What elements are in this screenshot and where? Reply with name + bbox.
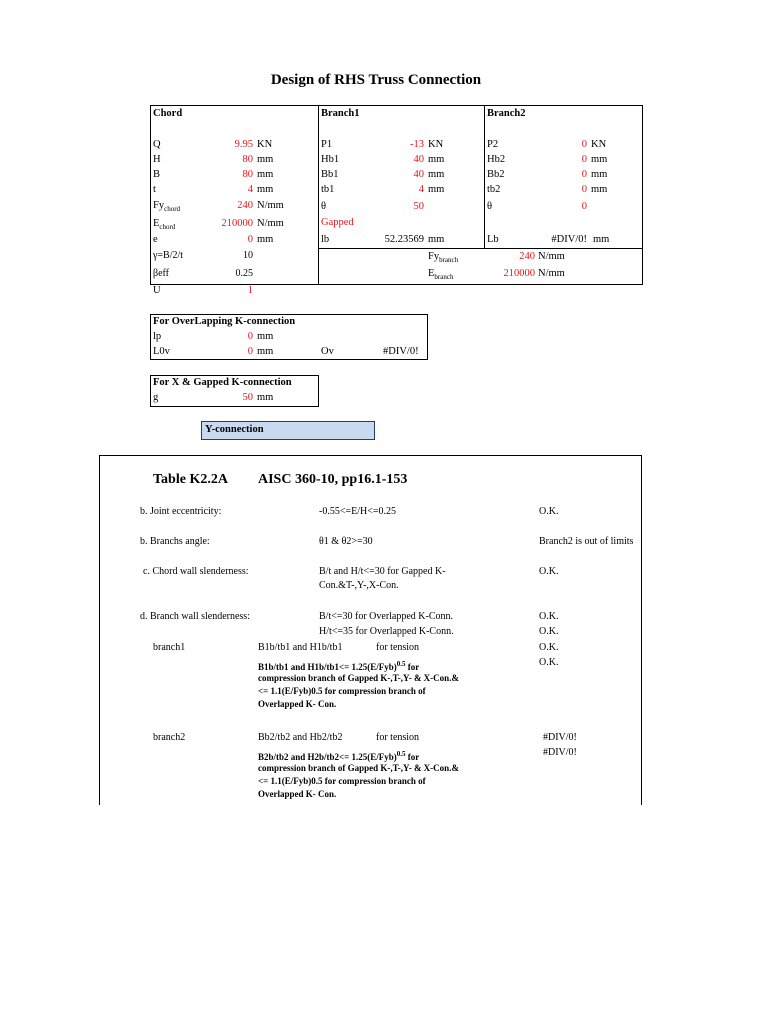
branch2-tb2-value: 0 — [581, 184, 587, 195]
chord-b-label: B — [153, 169, 161, 180]
branch1-gapped-label: Gapped — [321, 217, 354, 228]
branch2-comp-line-4: Overlapped K- Con. — [258, 789, 337, 799]
branch2-theta-value: 0 — [581, 201, 587, 212]
chord-b-value: 80 — [242, 169, 253, 180]
beta-eff-label: βeff — [153, 268, 170, 279]
branch1-comp-line-1: B1b/tb1 and $H1b/tb1<= 1.25(E/Fyb)^{0.5}$ for — [258, 660, 420, 672]
branch1-hb1-value: 40 — [413, 154, 424, 165]
chord-e-value: 210000 — [221, 218, 253, 229]
branch1-lb-value: 52.23569 — [384, 234, 424, 245]
branch2-lb-label: Lb — [487, 234, 499, 245]
branch1-header: Branch1 — [321, 108, 360, 119]
branch2-p2-label: P2 — [487, 139, 499, 150]
chord-fy-value: 240 — [237, 200, 253, 211]
u-label: U — [153, 285, 161, 296]
chord-h-label: H — [153, 154, 161, 165]
chord-e-label: $E_{chord}$ — [153, 218, 176, 232]
connection-type-label: Y-connection — [205, 424, 264, 435]
branch1-hb1-unit: mm — [428, 154, 445, 165]
branch2-hb2-value: 0 — [581, 154, 587, 165]
branch-slenderness-result-2: O.K. — [539, 626, 559, 637]
branch2-check-result-1: #DIV/0! — [543, 732, 577, 743]
chord-e-unit: N/mm — [257, 218, 284, 229]
branch2-check-label: branch2 — [153, 732, 186, 743]
lov-unit: mm — [257, 346, 274, 357]
chord-h-value: 80 — [242, 154, 253, 165]
connection-type-cell[interactable] — [201, 421, 375, 440]
branch1-hb1-label: Hb1 — [321, 154, 340, 165]
ov-label: Ov — [321, 346, 334, 357]
branch-angle-label: b. Branchs angle: — [140, 536, 210, 547]
branch2-tb2-label: tb2 — [487, 184, 501, 195]
branch1-comp-line-4: Overlapped K- Con. — [258, 699, 337, 709]
branch1-check-tension: for tension — [376, 642, 420, 653]
branch2-check-result-2: #DIV/0! — [543, 747, 577, 758]
joint-eccentricity-criterion: -0.55<=E/H<=0.25 — [319, 506, 396, 517]
chord-fy-label: $Fy_{chord}$ — [153, 200, 181, 214]
branch1-check-result-2: O.K. — [539, 657, 559, 668]
beta-eff-value: 0.25 — [235, 268, 253, 279]
chord-slenderness-criterion-2: Con.&T-,Y-,X-Con. — [319, 580, 399, 591]
branch1-p1-unit: KN — [428, 139, 444, 150]
e-branch-label: $E_{branch}$ — [428, 268, 454, 282]
overlap-header: For OverLapping K-connection — [153, 316, 296, 327]
chord-t-unit: mm — [257, 184, 274, 195]
branch1-lb-unit: mm — [428, 234, 445, 245]
branch1-tb1-unit: mm — [428, 184, 445, 195]
fy-branch-value: 240 — [519, 251, 535, 262]
joint-eccentricity-label: b. Joint eccentricity: — [140, 506, 222, 517]
branch1-tb1-label: tb1 — [321, 184, 335, 195]
chord-t-label: t — [153, 184, 156, 195]
branch2-comp-line-2: compression branch of Gapped K-,T-,Y- & X-Con.& — [258, 763, 459, 773]
branch1-check-label: branch1 — [153, 642, 186, 653]
branch2-bb2-label: Bb2 — [487, 169, 505, 180]
chord-b-unit: mm — [257, 169, 274, 180]
branch1-tb1-value: 4 — [418, 184, 424, 195]
branch1-check-result-1: O.K. — [539, 642, 559, 653]
branch1-p1-value: -13 — [410, 139, 424, 150]
branch2-comp-line-3: <= 1.1(E/Fyb)0.5 for compression branch of — [258, 776, 426, 786]
branch2-check-tension: for tension — [376, 732, 420, 743]
branch2-bb2-unit: mm — [591, 169, 608, 180]
g-label: g — [153, 392, 159, 403]
ov-value: #DIV/0! — [383, 346, 419, 357]
u-value: 1 — [247, 285, 253, 296]
branch2-lb-value: #DIV/0! — [551, 234, 587, 245]
chord-q-unit: KN — [257, 139, 273, 150]
gamma-value: 10 — [243, 250, 253, 261]
branch1-bb1-label: Bb1 — [321, 169, 339, 180]
gapped-header: For X & Gapped K-connection — [153, 377, 292, 388]
lov-label: L0v — [153, 346, 170, 357]
chord-header: Chord — [153, 108, 183, 119]
chord-fy-unit: N/mm — [257, 200, 284, 211]
branch1-theta-value: 50 — [413, 201, 424, 212]
lov-value: 0 — [247, 346, 253, 357]
lp-value: 0 — [247, 331, 253, 342]
branch2-tb2-unit: mm — [591, 184, 608, 195]
e-branch-value: 210000 — [503, 268, 535, 279]
branch1-lb-label: lb — [321, 234, 330, 245]
chord-ecc-label: e — [153, 234, 158, 245]
branch2-theta-label: θ — [487, 201, 493, 212]
branch-slenderness-criterion-2: H/t<=35 for Overlapped K-Conn. — [319, 626, 454, 637]
chord-slenderness-label: c. Chord wall slenderness: — [143, 566, 249, 577]
joint-eccentricity-result: O.K. — [539, 506, 559, 517]
branch1-p1-label: P1 — [321, 139, 333, 150]
branch-slenderness-criterion-1: B/t<=30 for Overlapped K-Conn. — [319, 611, 454, 622]
fy-branch-label: $Fy_{branch}$ — [428, 251, 459, 265]
chord-t-value: 4 — [247, 184, 253, 195]
branch2-bb2-value: 0 — [581, 169, 587, 180]
branch-slenderness-label: d. Branch wall slenderness: — [140, 611, 250, 622]
branch-slenderness-result-1: O.K. — [539, 611, 559, 622]
branch2-header: Branch2 — [487, 108, 526, 119]
chord-ecc-unit: mm — [257, 234, 274, 245]
branch1-bb1-unit: mm — [428, 169, 445, 180]
e-branch-unit: N/mm — [538, 268, 565, 279]
branch1-comp-line-3: <= 1.1(E/Fyb)0.5 for compression branch of — [258, 686, 426, 696]
g-value: 50 — [242, 392, 253, 403]
lp-label: lp — [153, 331, 162, 342]
branch-angle-criterion: θ1 & θ2>=30 — [319, 536, 373, 547]
branch2-check-criterion: Bb2/tb2 and Hb2/tb2 — [258, 732, 343, 743]
branch2-p2-unit: KN — [591, 139, 607, 150]
chord-slenderness-result: O.K. — [539, 566, 559, 577]
branch2-hb2-label: Hb2 — [487, 154, 506, 165]
table-title: Table K2.2A — [153, 472, 228, 487]
branch2-lb-unit: mm — [593, 234, 610, 245]
branch2-p2-value: 0 — [581, 139, 587, 150]
chord-q-label: Q — [153, 139, 161, 150]
page-title: Design of RHS Truss Connection — [270, 72, 482, 88]
branch-angle-result: Branch2 is out of limits — [539, 536, 634, 547]
branch1-comp-line-2: compression branch of Gapped K-,T-,Y- & X-Con.& — [258, 673, 459, 683]
branch2-comp-line-1: B2b/tb2 and $H2b/tb2<= 1.25(E/Fyb)^{0.5}$ for — [258, 750, 420, 762]
g-unit: mm — [257, 392, 274, 403]
branch1-check-criterion: B1b/tb1 and H1b/tb1 — [258, 642, 343, 653]
chord-slenderness-criterion-1: B/t and H/t<=30 for Gapped K- — [319, 566, 446, 577]
fy-branch-unit: N/mm — [538, 251, 565, 262]
chord-q-value: 9.95 — [234, 139, 253, 150]
lp-unit: mm — [257, 331, 274, 342]
branch1-theta-label: θ — [321, 201, 327, 212]
chord-ecc-value: 0 — [247, 234, 253, 245]
branch1-bb1-value: 40 — [413, 169, 424, 180]
table-reference: AISC 360-10, pp16.1-153 — [258, 472, 408, 487]
gamma-label: γ=B/2/t — [153, 250, 184, 261]
branch2-hb2-unit: mm — [591, 154, 608, 165]
chord-h-unit: mm — [257, 154, 274, 165]
